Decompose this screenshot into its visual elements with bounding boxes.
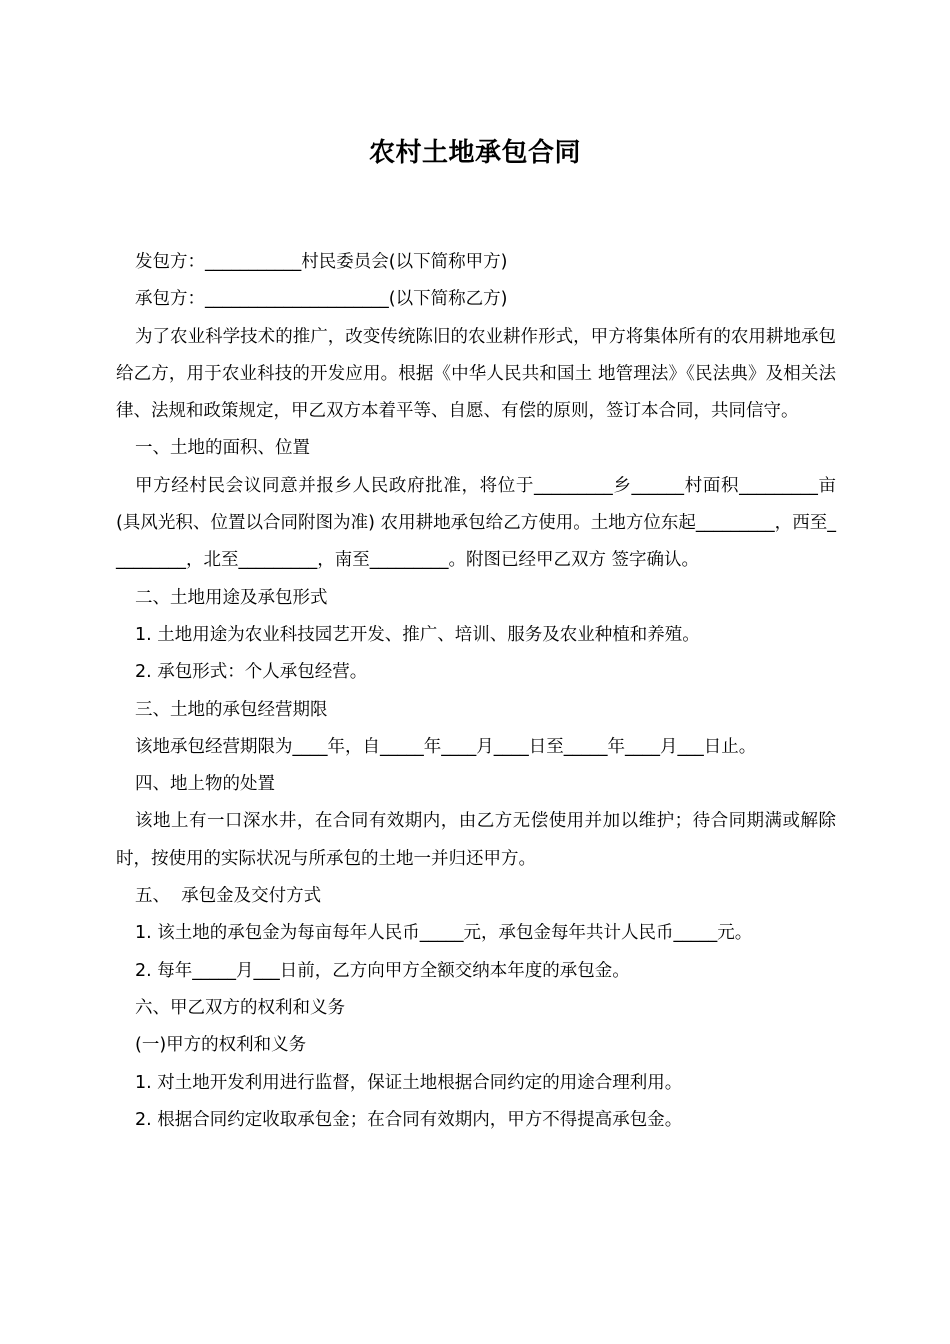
document-body <box>116 244 836 1139</box>
clause-item: 1. 该土地的承包金为每亩每年人民币_____元，承包金每年共计人民币_____元。 <box>135 923 753 944</box>
party-b-line: 承包方：_____________________(以下简称乙方) <box>135 289 508 310</box>
clause-item: 2. 根据合同约定收取承包金；在合同有效期内，甲方不得提高承包金。 <box>135 1109 683 1130</box>
party-a-line: 发包方：___________村民委员会(以下简称甲方) <box>135 252 508 272</box>
subsection-heading: (一)甲方的权利和义务 <box>135 1035 307 1056</box>
clause-item: 2. 承包形式：个人承包经营。 <box>135 662 368 683</box>
clause-item: 1. 土地用途为农业科技园艺开发、推广、培训、服务及农业种植和养殖。 <box>135 624 700 645</box>
term-paragraph: 该地承包经营期限为____年，自_____年____月____日至_____年____月___日止。 <box>135 736 757 757</box>
section-heading: 五、 承包金及交付方式 <box>135 886 322 907</box>
document-title: 农村土地承包合同 <box>368 138 581 168</box>
section-heading: 三、土地的承包经营期限 <box>135 699 328 720</box>
section-heading: 六、甲乙双方的权利和义务 <box>135 997 345 1018</box>
clause-item: 1. 对土地开发利用进行监督，保证土地根据合同约定的用途合理利用。 <box>135 1072 683 1093</box>
section-heading: 一、土地的面积、位置 <box>135 438 310 459</box>
preamble-paragraph: 为了农业科学技术的推广，改变传统陈旧的农业耕作形式，甲方将集体所有的农用耕地承包给乙方，用于农业科技的开发应用。根据《中华人民共和国土 地管理法》《民法典》及相关法律、法规和政策规定，甲乙双方本着平等、自愿、有偿的原则，签订本合同，共同信守。 <box>116 326 836 422</box>
section-heading: 二、土地用途及承包形式 <box>135 587 328 608</box>
clause-item: 2. 每年_____月___日前，乙方向甲方全额交纳本年度的承包金。 <box>135 960 630 981</box>
land-location-paragraph: 甲方经村民会议同意并报乡人民政府批准，将位于_________乡______村面积_________亩(具风光积、位置以合同附图为准) 农用耕地承包给乙方使用。土地方位东起_________，西至_________，北至_________，南至_________。附图已经甲乙双方 签字确认。 <box>116 475 836 571</box>
fixtures-paragraph: 该地上有一口深水井，在合同有效期内，由乙方无偿使用并加以维护；待合同期满或解除时，按使用的实际状况与所承包的土地一并归还甲方。 <box>116 811 836 869</box>
section-heading: 四、地上物的处置 <box>135 774 275 795</box>
